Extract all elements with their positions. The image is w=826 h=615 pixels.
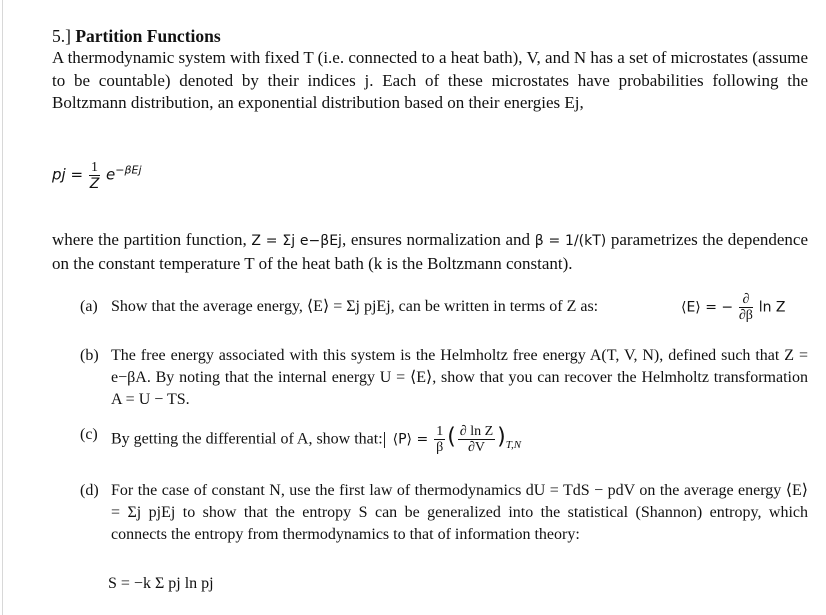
- question-label: (a): [80, 298, 98, 315]
- where-paragraph: [52, 229, 808, 275]
- average-energy-equation: [681, 292, 786, 324]
- question-c: [80, 424, 808, 456]
- where-part3: parametrizes the dependence on the constant temperature T of the heat bath (k is the Boltzmann constant).: [52, 230, 808, 273]
- eq-lhs: ⟨P⟩ =: [392, 431, 429, 448]
- eq-lhs: ⟨E⟩ = −: [681, 299, 734, 316]
- eq-numerator: ∂: [739, 292, 753, 308]
- intro-paragraph: A thermodynamic system with fixed T (i.e. connected to a heat bath), V, and N has a set of microstates (assume to be countable) denoted by their indices j. Each of these microstates have probabilities following the Boltzmann distribution, an exponential distribution based on their energies Ej,: [52, 48, 809, 112]
- eq-exponent: −βEj: [115, 163, 142, 177]
- paren-open: (: [447, 424, 456, 450]
- question-b: [80, 345, 808, 411]
- eq-subscript: T,N: [505, 438, 522, 451]
- eq-inner-fraction: [458, 424, 495, 456]
- paren-close: ): [497, 424, 506, 450]
- eq-lhs: pj =: [52, 165, 84, 184]
- eq-denominator: ∂β: [738, 308, 753, 323]
- eq-coef-fraction: [434, 424, 445, 456]
- eq-fraction: [89, 160, 100, 192]
- section-number: 5.]: [52, 26, 71, 46]
- question-label: (c): [80, 426, 98, 443]
- eq-numerator: 1: [91, 160, 99, 175]
- question-text: For the case of constant N, use the first law of thermodynamics dU = TdS − pdV on the average energy ⟨E⟩ = Σj pjEj to show that the entropy S can be generalized into the statistical (Shannon) entropy, which connects the entropy from thermodynamics to that of information theory:: [111, 482, 808, 543]
- eq-inner-denominator: ∂V: [467, 440, 485, 455]
- question-text: The free energy associated with this system is the Helmholtz free energy A(T, V, N), defined such that Z = e−βA. By noting that the internal energy U = ⟨E⟩, show that you can recover the Helmholtz transformation A = U − TS.: [111, 347, 808, 408]
- question-text: By getting the differential of A, show that:: [111, 430, 383, 448]
- beta-definition: β = 1/(kT): [534, 233, 607, 249]
- shannon-entropy-equation: S = −k Σ pj ln pj: [108, 575, 214, 592]
- question-text: Show that the average energy, ⟨E⟩ = Σj pjEj, can be written in terms of Z as:: [111, 298, 599, 315]
- boltzmann-equation: [52, 160, 142, 192]
- eq-denominator: Z: [89, 176, 100, 192]
- text-cursor: [384, 432, 385, 448]
- z-definition: Z = Σj e−βEj: [251, 233, 342, 249]
- question-d: [80, 480, 808, 546]
- question-label: (b): [80, 347, 99, 364]
- eq-rhs: ln Z: [758, 299, 786, 316]
- eq-coef-numerator: 1: [436, 424, 444, 439]
- question-label: (d): [80, 482, 99, 499]
- where-part2: , ensures normalization and: [341, 230, 531, 249]
- where-part1: where the partition function,: [52, 230, 247, 249]
- question-body: [111, 424, 808, 456]
- section-title: Partition Functions: [75, 26, 221, 46]
- eq-inner-numerator: ∂ ln Z: [459, 424, 494, 439]
- eq-base: e: [106, 165, 116, 184]
- section-heading: [52, 25, 808, 48]
- eq-coef-denominator: β: [436, 440, 444, 455]
- eq-fraction: [739, 292, 753, 324]
- left-border: [2, 0, 3, 615]
